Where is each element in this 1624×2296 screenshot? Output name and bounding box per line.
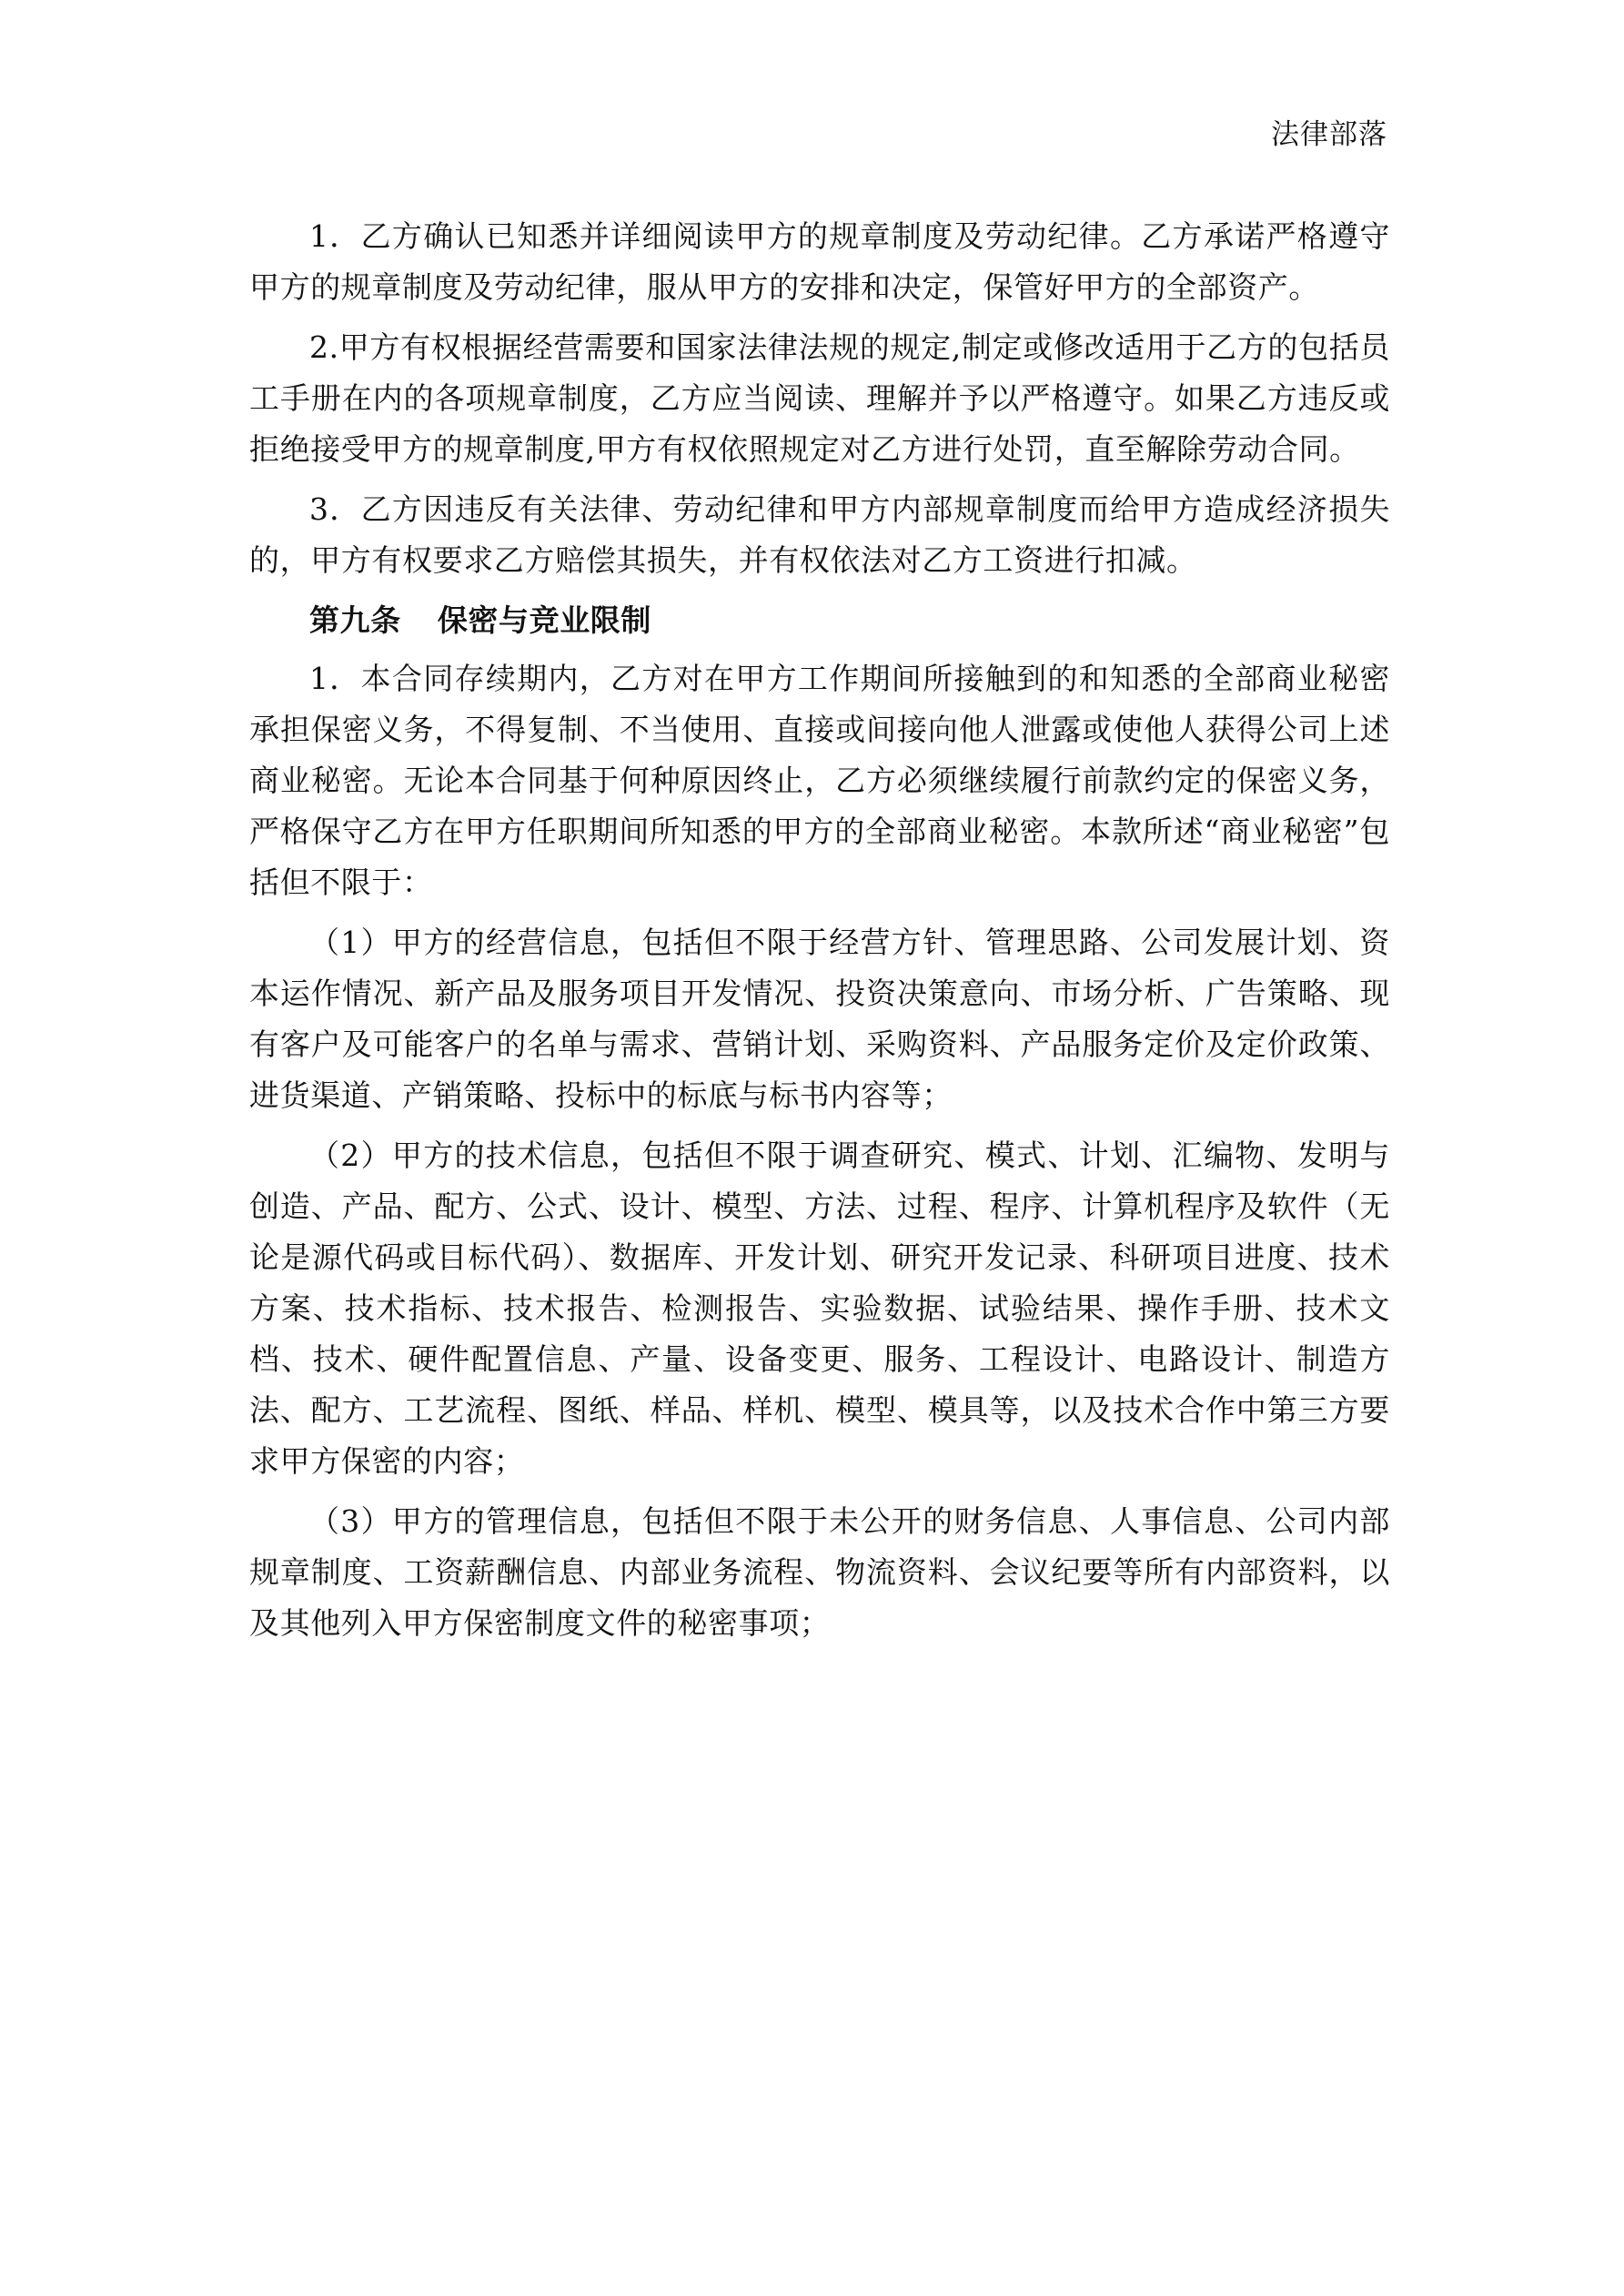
document-body xyxy=(249,211,1390,1658)
paragraph-1: 1．乙方确认已知悉并详细阅读甲方的规章制度及劳动纪律。乙方承诺严格遵守甲方的规章制度及劳动纪律，服从甲方的安排和决定，保管好甲方的全部资产。 xyxy=(249,218,1390,305)
paragraph-2: 2.甲方有权根据经营需要和国家法律法规的规定,制定或修改适用于乙方的包括员工手册在内的各项规章制度，乙方应当阅读、理解并予以严格遵守。如果乙方违反或拒绝接受甲方的规章制度,甲方有权依照规定对乙方进行处罚，直至解除劳动合同。 xyxy=(249,329,1390,467)
paragraph-7: （3）甲方的管理信息，包括但不限于未公开的财务信息、人事信息、公司内部规章制度、工资薪酬信息、内部业务流程、物流资料、会议纪要等所有内部资料，以及其他列入甲方保密制度文件的秘密事项； xyxy=(249,1503,1390,1641)
section-number: 第九条 xyxy=(309,602,401,638)
paragraph-5: （1）甲方的经营信息，包括但不限于经营方针、管理思路、公司发展计划、资本运作情况、新产品及服务项目开发情况、投资决策意向、市场分析、广告策略、现有客户及可能客户的名单与需求、营销计划、采购资料、产品服务定价及定价政策、进货渠道、产销策略、投标中的标底与标书内容等； xyxy=(249,925,1390,1113)
paragraph-6: （2）甲方的技术信息，包括但不限于调查研究、模式、计划、汇编物、发明与创造、产品、配方、公式、设计、模型、方法、过程、程序、计算机程序及软件（无论是源代码或目标代码）、数据库、开发计划、研究开发记录、科研项目进度、技术方案、技术指标、技术报告、检测报告、实验数据、试验结果、操作手册、技术文档、技术、硬件配置信息、产量、设备变更、服务、工程设计、电路设计、制造方法、配方、工艺流程、图纸、样品、样机、模型、模具等，以及技术合作中第三方要求甲方保密的内容； xyxy=(249,1138,1390,1479)
section-title: 保密与竞业限制 xyxy=(437,602,652,638)
paragraph-4: 1．本合同存续期内，乙方对在甲方工作期间所接触到的和知悉的全部商业秘密承担保密义务，不得复制、不当使用、直接或间接向他人泄露或使他人获得公司上述商业秘密。无论本合同基于何种原因终止，乙方必须继续履行前款约定的保密义务，严格保守乙方在甲方任职期间所知悉的甲方的全部商业秘密。本款所述“商业秘密”包括但不限于： xyxy=(249,661,1390,900)
section-heading xyxy=(249,595,1390,646)
paragraph-3: 3．乙方因违反有关法律、劳动纪律和甲方内部规章制度而给甲方造成经济损失的，甲方有权要求乙方赔偿其损失，并有权依法对乙方工资进行扣减。 xyxy=(249,491,1390,578)
header-brand: 法律部落 xyxy=(1271,118,1387,151)
